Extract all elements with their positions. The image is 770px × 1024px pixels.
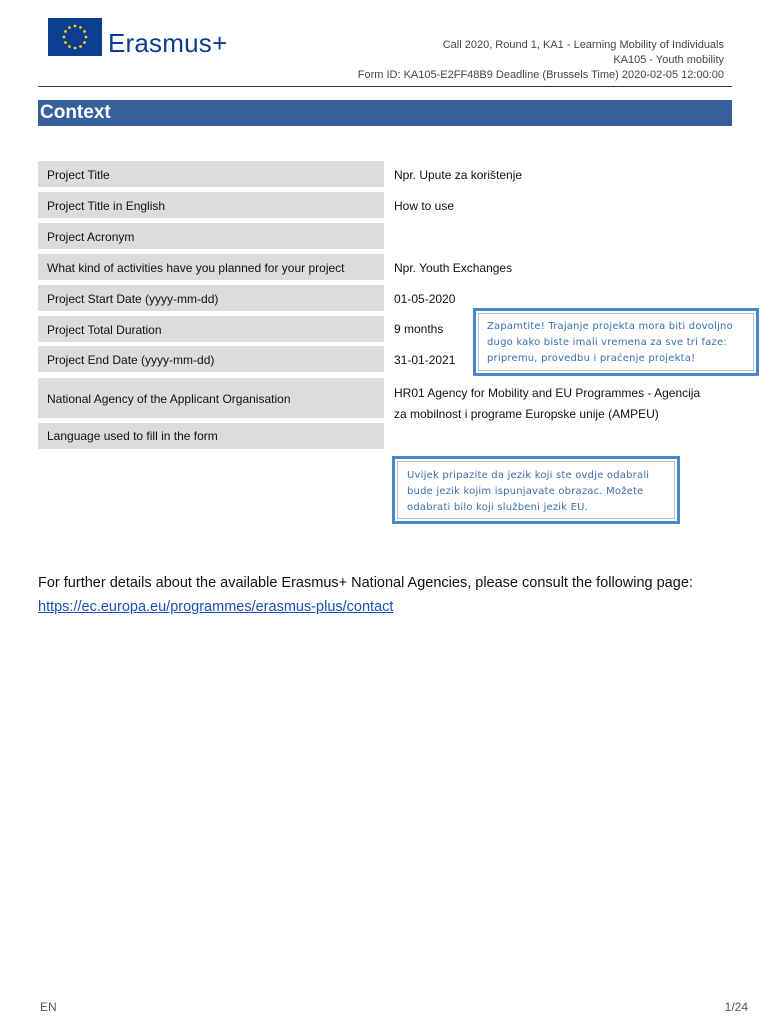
language-note-line3: odabrati bilo koji službeni jezik EU.	[407, 502, 589, 513]
project-title-label: Project Title	[38, 161, 384, 187]
start-date-value[interactable]: 01-05-2020	[394, 292, 456, 306]
brand-name: Erasmus+	[108, 28, 228, 58]
project-title-value[interactable]: Npr. Upute za korištenje	[394, 168, 523, 182]
national-agency-value[interactable]	[394, 383, 700, 425]
national-agencies-link[interactable]: https://ec.europa.eu/programmes/erasmus-plus/contact	[38, 599, 394, 615]
start-date-label: Project Start Date (yyyy-mm-dd)	[38, 285, 384, 311]
activities-label: What kind of activities have you planned for your project	[38, 254, 384, 280]
section-header	[38, 100, 732, 126]
project-title-en-value[interactable]: How to use	[394, 199, 455, 213]
national-agency-value-line1: HR01 Agency for Mobility and EU Programmes - Agencija	[394, 386, 701, 400]
language-note-line1: Uvijek pripazite da jezik koji ste ovdje odabrali	[407, 470, 650, 481]
duration-value[interactable]: 9 months	[394, 322, 444, 336]
end-date-value[interactable]: 31-01-2021	[394, 353, 456, 367]
call-info: Call 2020, Round 1, KA1 - Learning Mobility of Individuals	[442, 39, 724, 51]
national-agency-label: National Agency of the Applicant Organisation	[38, 378, 384, 418]
project-title-en-label: Project Title in English	[38, 192, 384, 218]
duration-label: Project Total Duration	[38, 316, 384, 342]
duration-note-line1: Zapamtite! Trajanje projekta mora biti dovoljno	[487, 321, 733, 332]
national-agency-value-line2: za mobilnost i programe Europske unije (AMPEU)	[394, 407, 659, 421]
form-header-info	[358, 38, 724, 83]
action-info: KA105 - Youth mobility	[613, 54, 724, 66]
end-date-label: Project End Date (yyyy-mm-dd)	[38, 346, 384, 372]
project-acronym-label: Project Acronym	[38, 223, 384, 249]
further-details-text: For further details about the available Erasmus+ National Agencies, please consult the following page:	[38, 575, 693, 591]
duration-note-line2: dugo kako biste imali vremena za sve tri faze:	[487, 337, 727, 348]
activities-value[interactable]: Npr. Youth Exchanges	[394, 261, 513, 275]
erasmus-logo	[48, 18, 248, 62]
header-divider	[38, 86, 732, 87]
language-note-line2: bude jezik kojim ispunjavate obrazac. Možete	[407, 486, 644, 497]
eu-flag-icon	[48, 18, 102, 56]
page-number: 1/24	[724, 1000, 748, 1014]
form-id-deadline: Form ID: KA105-E2FF48B9 Deadline (Brussels Time) 2020-02-05 12:00:00	[357, 69, 724, 81]
language-note	[392, 456, 680, 524]
footer-language: EN	[40, 1000, 57, 1014]
duration-note	[473, 308, 759, 376]
section-title: Context	[40, 102, 111, 123]
duration-note-line3: pripremu, provedbu i praćenje projekta!	[487, 353, 696, 364]
language-label: Language used to fill in the form	[38, 423, 384, 449]
